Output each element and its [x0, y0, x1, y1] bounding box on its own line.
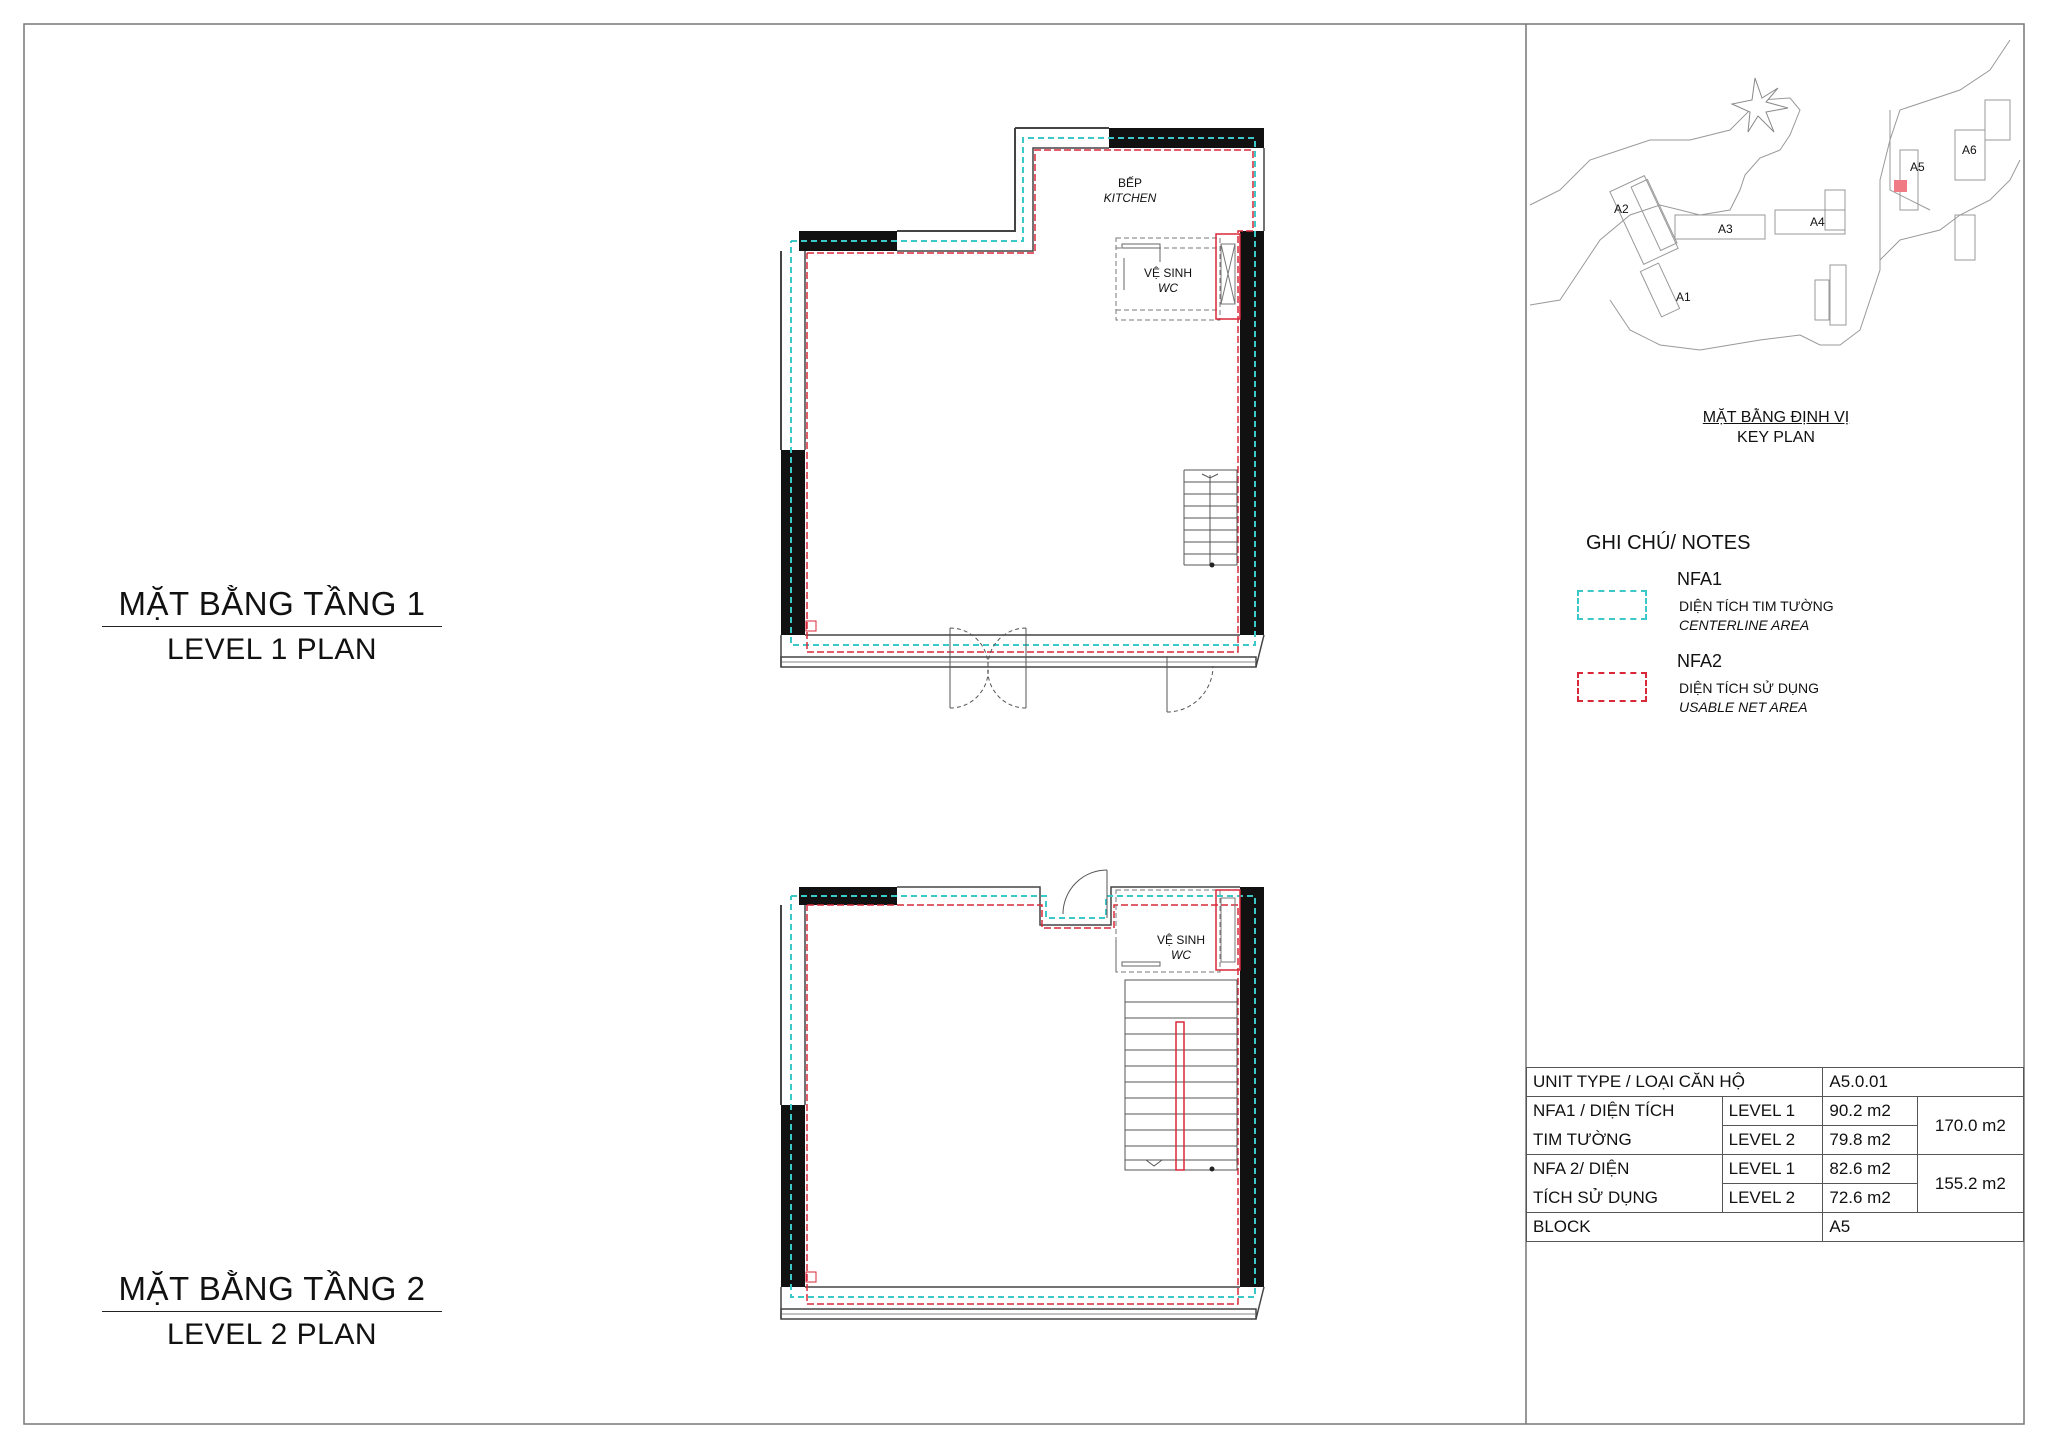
- unit-type-value: A5.0.01: [1823, 1068, 2024, 1097]
- nfa1-boundary: [791, 138, 1255, 645]
- wall: [781, 1105, 805, 1287]
- level2-plan-title: [102, 1270, 442, 1352]
- table-row: [1527, 1068, 2024, 1097]
- nfa1-total: 170.0 m2: [1917, 1097, 2023, 1155]
- outline-wall: [897, 128, 1015, 231]
- room-label-kitchen: [1090, 176, 1170, 206]
- level1-title-vn: MẶT BẰNG TẦNG 1: [102, 585, 442, 627]
- block-label: A4: [1810, 215, 1825, 229]
- nfa1-legend-swatch: [1577, 590, 1647, 620]
- level-cell: LEVEL 2: [1722, 1184, 1823, 1213]
- nfa1-row-label-1: NFA1 / DIỆN TÍCH: [1527, 1097, 1723, 1126]
- nfa2-row-label-2: TÍCH SỬ DỤNG: [1527, 1184, 1723, 1213]
- block-label: A2: [1614, 202, 1629, 216]
- wall: [1240, 887, 1264, 1287]
- level1-floor-plan: [781, 128, 1264, 712]
- key-plan-map: [1530, 40, 2020, 350]
- table-row: [1527, 1097, 2024, 1126]
- nfa2-row-label-1: NFA 2/ DIỆN: [1527, 1155, 1723, 1184]
- notes-heading: GHI CHÚ/ NOTES: [1586, 532, 1751, 554]
- nfa2-level1-value: 82.6 m2: [1823, 1155, 1917, 1184]
- block-label: A5: [1910, 160, 1925, 174]
- nfa2-description: [1679, 679, 1819, 717]
- block-label-cell: BLOCK: [1527, 1213, 1823, 1242]
- block-label: A3: [1718, 222, 1733, 236]
- key-plan-title-en: KEY PLAN: [1737, 429, 1815, 446]
- nfa2-desc-en: USABLE NET AREA: [1679, 699, 1808, 715]
- block-value-cell: A5: [1823, 1213, 2024, 1242]
- level1-plan-title: [102, 585, 442, 667]
- nfa1-description: [1679, 597, 1834, 635]
- wall: [781, 450, 805, 635]
- unit-type-label: UNIT TYPE / LOẠI CĂN HỘ: [1527, 1068, 1823, 1097]
- wc2-label-en: WC: [1171, 948, 1191, 962]
- nfa2-boundary: [807, 150, 1253, 652]
- stair-rail: [1176, 1022, 1184, 1170]
- nfa1-level2-value: 79.8 m2: [1823, 1126, 1917, 1155]
- nfa2-label: NFA2: [1677, 651, 1723, 671]
- kitchen-label-en: KITCHEN: [1103, 191, 1157, 205]
- nfa1-level1-value: 90.2 m2: [1823, 1097, 1917, 1126]
- outline-wall: [897, 148, 1109, 251]
- room-label-wc-level1: [1128, 266, 1208, 296]
- level-cell: LEVEL 1: [1722, 1097, 1823, 1126]
- nfa2-legend-swatch: [1577, 672, 1647, 702]
- level2-title-en: LEVEL 2 PLAN: [166, 1318, 377, 1351]
- wc2-door: [1063, 870, 1107, 918]
- level-cell: LEVEL 2: [1722, 1126, 1823, 1155]
- level2-title-vn: MẶT BẰNG TẦNG 2: [102, 1270, 442, 1312]
- nfa1-row-label-2: TIM TƯỜNG: [1527, 1126, 1723, 1155]
- level1-title-en: LEVEL 1 PLAN: [166, 633, 377, 666]
- nfa2-boundary: [807, 905, 1238, 1304]
- wall: [1240, 231, 1264, 635]
- wc1-label-vn: VỆ SINH: [1143, 266, 1192, 280]
- table-row: [1527, 1213, 2024, 1242]
- kitchen-label-vn: BẾP: [1117, 176, 1142, 190]
- block-label: A1: [1676, 290, 1691, 304]
- key-plan-highlight: [1894, 180, 1907, 192]
- unit-area-table: [1526, 1067, 2024, 1242]
- nfa2-level2-value: 72.6 m2: [1823, 1184, 1917, 1213]
- key-plan-title-vn: MẶT BẰNG ĐỊNH VỊ: [1702, 409, 1850, 426]
- nfa2-desc-vn: DIỆN TÍCH SỬ DỤNG: [1679, 680, 1820, 696]
- room-label-wc-level2: [1141, 933, 1221, 963]
- nfa1-label: NFA1: [1677, 569, 1723, 589]
- block-label: A6: [1962, 143, 1977, 157]
- key-plan-title: [1656, 408, 1896, 448]
- table-row: [1527, 1155, 2024, 1184]
- nfa1-desc-vn: DIỆN TÍCH TIM TƯỜNG: [1679, 598, 1834, 614]
- nfa2-total: 155.2 m2: [1917, 1155, 2023, 1213]
- level-cell: LEVEL 1: [1722, 1155, 1823, 1184]
- stair-level1: [1184, 470, 1237, 565]
- side-door: [1167, 656, 1213, 712]
- wc1-label-en: WC: [1158, 281, 1178, 295]
- stair-level2: [1125, 980, 1237, 1170]
- wc2-label-vn: VỆ SINH: [1156, 933, 1205, 947]
- entry-door: [950, 628, 1026, 708]
- nfa1-desc-en: CENTERLINE AREA: [1679, 617, 1810, 633]
